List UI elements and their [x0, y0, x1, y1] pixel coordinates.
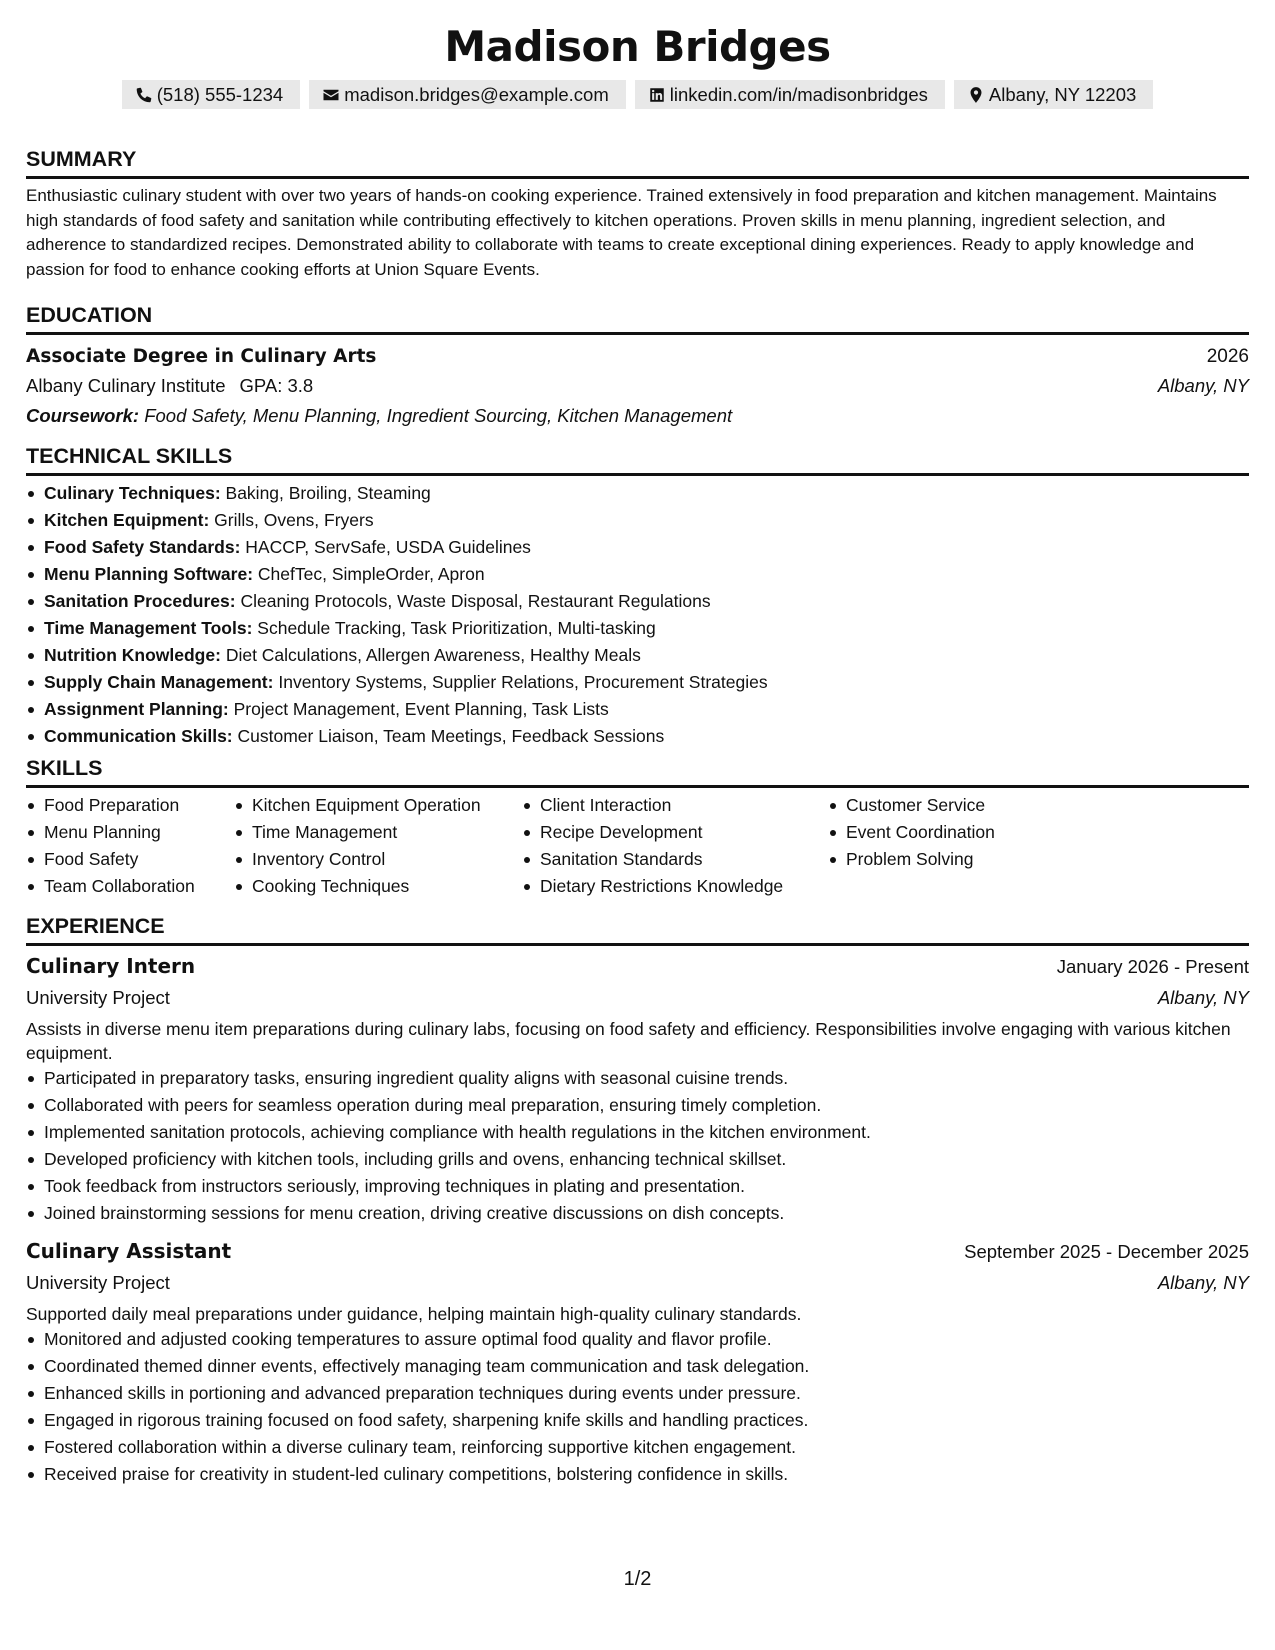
list-item [26, 642, 1249, 669]
skill-label: Time Management Tools: [44, 618, 253, 638]
job-header [26, 1236, 1249, 1267]
education-section [26, 302, 1249, 431]
skill-value: Baking, Broiling, Steaming [225, 483, 431, 503]
skill-label: Communication Skills: [44, 726, 233, 746]
list-item [26, 561, 1249, 588]
summary-section [26, 146, 1249, 282]
phone-chip[interactable] [122, 80, 301, 109]
section-title: TECHNICAL SKILLS [26, 444, 233, 468]
location-chip [954, 80, 1153, 109]
job-entry [26, 951, 1249, 1227]
section-divider [26, 785, 1249, 788]
phone-icon [135, 86, 153, 104]
degree-title: Associate Degree in Culinary Arts [26, 346, 377, 367]
list-item: Received praise for creativity in student-led culinary competitions, bolstering confidence in skills. [26, 1461, 1249, 1488]
list-item: Customer Service [828, 792, 1128, 819]
list-item: Engaged in rigorous training focused on food safety, sharpening knife skills and handling practices. [26, 1407, 1249, 1434]
job-description: Supported daily meal preparations under guidance, helping maintain high-quality culinary standards. [26, 1304, 802, 1324]
list-item [26, 534, 1249, 561]
coursework-list: Food Safety, Menu Planning, Ingredient Sourcing, Kitchen Management [144, 405, 733, 426]
list-item: Fostered collaboration within a diverse culinary team, reinforcing supportive kitchen engagement. [26, 1434, 1249, 1461]
job-bullets [26, 1065, 1249, 1227]
skill-value: ChefTec, SimpleOrder, Apron [257, 564, 485, 584]
list-item [26, 615, 1249, 642]
list-item: Food Safety [26, 846, 234, 873]
section-divider [26, 943, 1249, 946]
list-item: Took feedback from instructors seriously, improving techniques in plating and presentation. [26, 1173, 1249, 1200]
job-header [26, 951, 1249, 982]
skill-value: Grills, Ovens, Fryers [214, 510, 374, 530]
job-subheader [26, 1267, 1249, 1299]
page-number: 1/2 [623, 1568, 652, 1590]
skill-label: Menu Planning Software: [44, 564, 254, 584]
skills-column [234, 792, 522, 900]
job-dates: January 2026 - Present [1056, 956, 1249, 977]
linkedin-icon [648, 86, 666, 104]
job-entry [26, 1236, 1249, 1488]
job-dates: September 2025 - December 2025 [964, 1241, 1249, 1262]
school-info [26, 371, 313, 401]
list-item: Problem Solving [828, 846, 1128, 873]
skill-label: Supply Chain Management: [44, 672, 274, 692]
skill-label: Nutrition Knowledge: [44, 645, 221, 665]
section-divider [26, 473, 1249, 476]
list-item: Team Collaboration [26, 873, 234, 900]
linkedin-chip[interactable] [635, 80, 945, 109]
list-item: Event Coordination [828, 819, 1128, 846]
skills-column [828, 792, 1128, 900]
list-item: Developed proficiency with kitchen tools, including grills and ovens, enhancing technical skillset. [26, 1146, 1249, 1173]
email-text: madison.bridges@example.com [344, 83, 609, 105]
school-name: Albany Culinary Institute [26, 375, 226, 396]
section-title: EDUCATION [26, 303, 153, 327]
technical-skills-section [26, 443, 1249, 750]
skill-label: Kitchen Equipment: [44, 510, 210, 530]
job-subheader [26, 982, 1249, 1014]
list-item: Recipe Development [522, 819, 828, 846]
skill-value: Project Management, Event Planning, Task Lists [233, 699, 609, 719]
list-item: Client Interaction [522, 792, 828, 819]
skill-label: Culinary Techniques: [44, 483, 221, 503]
skills-column [26, 792, 234, 900]
list-item: Dietary Restrictions Knowledge [522, 873, 828, 900]
technical-skills-list [26, 480, 1249, 750]
job-title: Culinary Intern [26, 954, 196, 978]
section-title: SUMMARY [26, 147, 137, 171]
list-item [26, 507, 1249, 534]
section-title: SKILLS [26, 756, 103, 780]
job-org: University Project [26, 1272, 170, 1293]
summary-text: Enthusiastic culinary student with over two years of hands-on cooking experience. Trained extensively in food preparation and kitchen management. Maintains high standards of food safety and sanitation while contributing effectively to kitchen operations. Proven skills in menu planning, ingredient selection, and adherence to standardized recipes. Demonstrated ability to collaborate with teams to create exceptional dining experiences. Ready to apply knowledge and passion for food to enhance cooking efforts at Union Square Events. [26, 186, 1217, 279]
list-item [26, 669, 1249, 696]
list-item: Participated in preparatory tasks, ensuring ingredient quality aligns with seasonal cuisine trends. [26, 1065, 1249, 1092]
school-row [26, 371, 1249, 401]
list-item: Kitchen Equipment Operation [234, 792, 522, 819]
job-location: Albany, NY [1157, 1272, 1249, 1293]
list-item: Coordinated themed dinner events, effectively managing team communication and task delegation. [26, 1353, 1249, 1380]
skill-value: Schedule Tracking, Task Prioritization, Multi-tasking [257, 618, 656, 638]
skill-value: Customer Liaison, Team Meetings, Feedback Sessions [237, 726, 665, 746]
list-item [26, 480, 1249, 507]
list-item: Food Preparation [26, 792, 234, 819]
coursework-label: Coursework: [26, 405, 140, 426]
experience-section [26, 913, 1249, 1488]
education-row [26, 343, 1249, 371]
list-item: Cooking Techniques [234, 873, 522, 900]
list-item [26, 696, 1249, 723]
skill-value: Diet Calculations, Allergen Awareness, Healthy Meals [225, 645, 641, 665]
list-item: Collaborated with peers for seamless operation during meal preparation, ensuring timely completion. [26, 1092, 1249, 1119]
job-title: Culinary Assistant [26, 1239, 232, 1263]
school-location: Albany, NY [1157, 375, 1249, 396]
list-item [26, 723, 1249, 750]
skills-section [26, 755, 1249, 900]
list-item: Monitored and adjusted cooking temperatures to assure optimal food quality and flavor profile. [26, 1326, 1249, 1353]
skill-label: Sanitation Procedures: [44, 591, 236, 611]
list-item: Sanitation Standards [522, 846, 828, 873]
coursework-line [26, 401, 1249, 431]
phone-text: (518) 555-1234 [156, 83, 284, 105]
skill-value: Cleaning Protocols, Waste Disposal, Restaurant Regulations [240, 591, 711, 611]
skill-value: HACCP, ServSafe, USDA Guidelines [245, 537, 531, 557]
graduation-year: 2026 [1206, 346, 1249, 367]
job-location: Albany, NY [1157, 987, 1249, 1008]
job-description: Assists in diverse menu item preparations during culinary labs, focusing on food safety and efficiency. Responsibilities involve engaging with various kitchen equipment. [26, 1019, 1231, 1063]
linkedin-text: linkedin.com/in/madisonbridges [669, 83, 928, 105]
candidate-name: Madison Bridges [444, 22, 831, 71]
section-divider [26, 332, 1249, 335]
skills-column [522, 792, 828, 900]
list-item: Enhanced skills in portioning and advanced preparation techniques during events under pressure. [26, 1380, 1249, 1407]
list-item [26, 588, 1249, 615]
job-org: University Project [26, 987, 170, 1008]
list-item: Time Management [234, 819, 522, 846]
map-pin-icon [967, 86, 985, 104]
list-item: Inventory Control [234, 846, 522, 873]
skill-value: Inventory Systems, Supplier Relations, Procurement Strategies [278, 672, 768, 692]
job-bullets [26, 1326, 1249, 1488]
skills-grid [26, 792, 1249, 900]
section-title: EXPERIENCE [26, 914, 165, 938]
section-divider [26, 176, 1249, 179]
envelope-icon [322, 86, 340, 104]
contact-bar [0, 80, 1275, 109]
list-item: Implemented sanitation protocols, achieving compliance with health regulations in the kitchen environment. [26, 1119, 1249, 1146]
list-item: Menu Planning [26, 819, 234, 846]
skill-label: Food Safety Standards: [44, 537, 241, 557]
gpa: GPA: 3.8 [239, 375, 314, 396]
list-item: Joined brainstorming sessions for menu creation, driving creative discussions on dish concepts. [26, 1200, 1249, 1227]
skill-label: Assignment Planning: [44, 699, 229, 719]
location-text: Albany, NY 12203 [988, 83, 1137, 105]
email-chip[interactable] [309, 80, 626, 109]
